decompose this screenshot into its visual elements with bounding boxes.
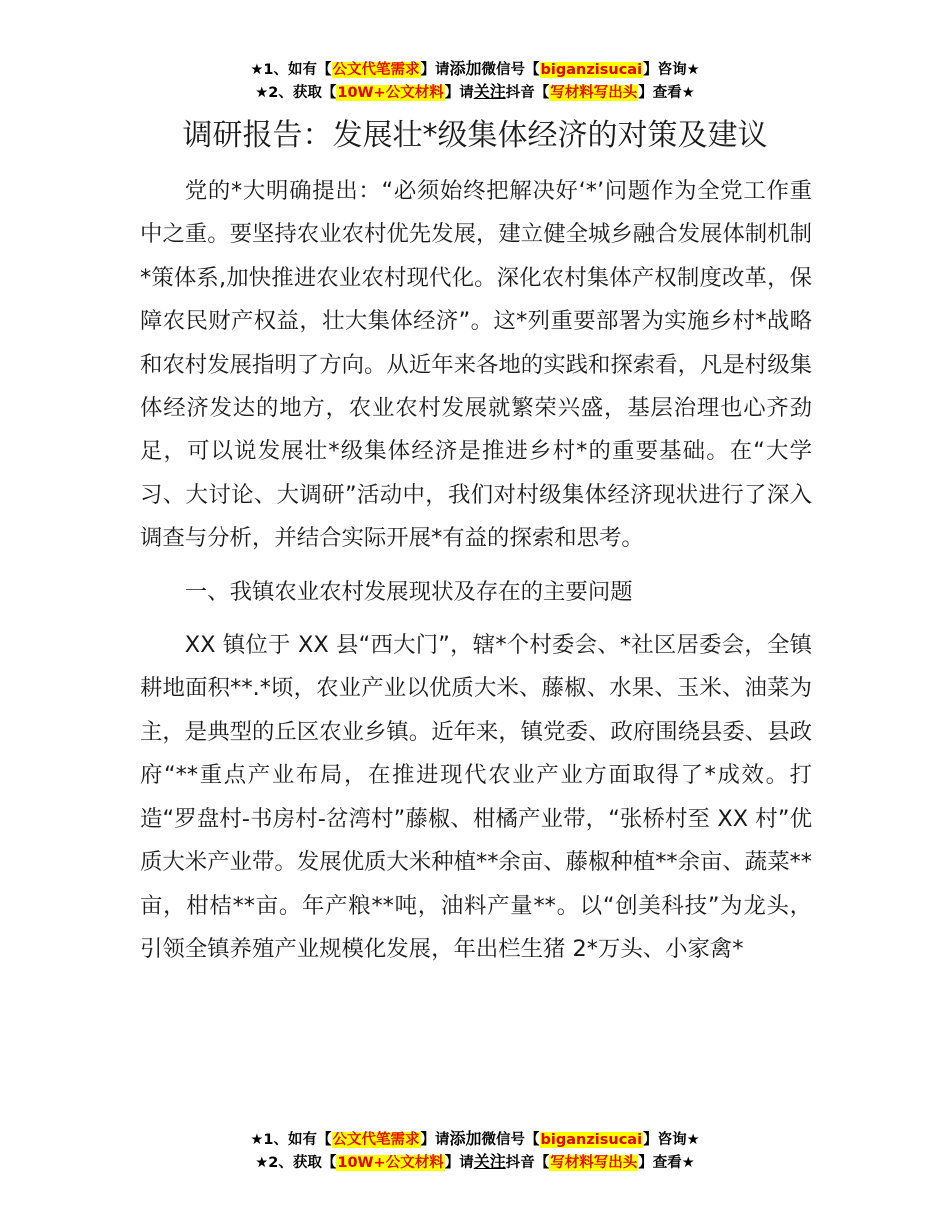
banner-text: 】请 — [444, 85, 474, 101]
banner-text: 微信号【 — [481, 62, 540, 78]
banner-text: 】咨询★ — [643, 62, 700, 78]
banner-emphasis: 添加 — [449, 59, 482, 78]
banner-line-2 — [0, 1151, 950, 1174]
footer-banner — [0, 1128, 950, 1174]
highlight-douyin-id: 写材料写出头 — [550, 1155, 638, 1171]
banner-emphasis: 关注 — [473, 1152, 506, 1171]
banner-text: ★2、获取【 — [255, 1155, 337, 1171]
banner-text: 抖音【 — [505, 1155, 550, 1171]
banner-text: ★1、如有【 — [250, 1132, 332, 1148]
banner-emphasis: 关注 — [473, 82, 506, 101]
highlight-wechat-id: biganzisucai — [540, 1132, 643, 1148]
highlight-wechat-id: biganzisucai — [540, 62, 643, 78]
banner-text: 】查看★ — [638, 85, 695, 101]
highlight-douyin-id: 写材料写出头 — [550, 85, 638, 101]
banner-text: 】咨询★ — [643, 1132, 700, 1148]
document-body — [140, 170, 812, 971]
banner-text: 微信号【 — [481, 1132, 540, 1148]
banner-text: ★1、如有【 — [250, 62, 332, 78]
highlight-service: 公文代笔需求 — [332, 1132, 420, 1148]
highlight-materials: 10W+公文材料 — [337, 85, 444, 101]
highlight-materials: 10W+公文材料 — [337, 1155, 444, 1171]
paragraph-intro: 党的*大明确提出：“必须始终把解决好‘*’问题作为全党工作重中之重。要坚持农业农村优先发展，建立健全城乡融合发展体制机制*策体系,加快推进农业农村现代化。深化农村集体产权制度改革，保障农民财产权益，壮大集体经济”。这*列重要部署为实施乡村*战略和农村发展指明了方向。从近年来各地的实践和探索看，凡是村级集体经济发达的地方，农业农村发展就繁荣兴盛，基层治理也心齐劲足，可以说发展壮*级集体经济是推进乡村*的重要基础。在“大学习、大讨论、大调研”活动中，我们对村级集体经济现状进行了深入调查与分析，并结合实际开展*有益的探索和思考。 — [140, 178, 812, 552]
paragraph-status: XX 镇位于 XX 县“西大门”，辖*个村委会、*社区居委会，全镇耕地面积**.*顷，农业产业以优质大米、藤椒、水果、玉米、油菜为主，是典型的丘区农业乡镇。近年来，镇党委、政府围绕县委、县政府“**重点产业布局，在推进现代农业产业方面取得了*成效。打造“罗盘村-书房村-岔湾村”藤椒、柑橘产业带，“张桥村至 XX 村”优质大米产业带。发展优质大米种植**余亩、藤椒种植**余亩、蔬菜**亩，柑桔**亩。年产粮**吨，油料产量**。以“创美科技”为龙头，引领全镇养殖产业规模化发展，年出栏生猪 2*万头、小家禽* — [140, 632, 812, 962]
banner-line-2 — [0, 81, 950, 104]
header-banner — [0, 58, 950, 104]
banner-text: 】请 — [420, 1132, 450, 1148]
banner-emphasis: 添加 — [449, 1129, 482, 1148]
banner-line-1 — [0, 58, 950, 81]
banner-text: 】请 — [420, 62, 450, 78]
banner-text: 】请 — [444, 1155, 474, 1171]
highlight-service: 公文代笔需求 — [332, 62, 420, 78]
section-heading: 一、我镇农业农村发展现状及存在的主要问题 — [184, 578, 633, 605]
banner-text: 】查看★ — [638, 1155, 695, 1171]
document-title: 调研报告：发展壮*级集体经济的对策及建议 — [182, 118, 768, 153]
banner-text: ★2、获取【 — [255, 85, 337, 101]
banner-text: 抖音【 — [505, 85, 550, 101]
banner-line-1 — [0, 1128, 950, 1151]
